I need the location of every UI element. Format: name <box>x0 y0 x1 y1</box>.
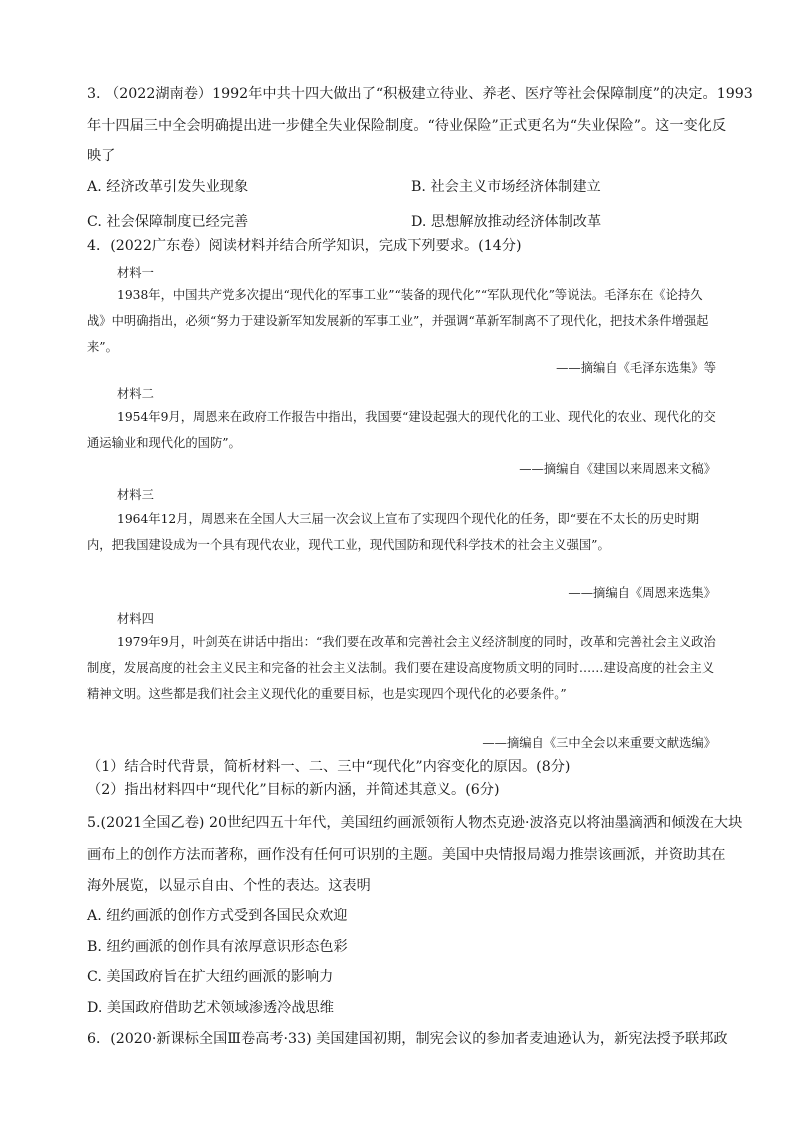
q4-stem: 4．(2022广东卷）阅读材料并结合所学知识，完成下列要求。(14分) <box>87 238 522 254</box>
q4-subquestion-2: （2）指出材料四中“现代化”目标的新内涵，并简述其意义。(6分) <box>87 782 500 798</box>
q3-line-3: 映了 <box>87 148 116 164</box>
material-3-text: 1964年12月，周恩来在全国人大三届一次会议上宣布了实现四个现代化的任务，即“要在不太长的历史时期内，把我国建设成为一个具有现代农业，现代工业，现代国防和现代科学技术的社会主义强国”。 <box>87 512 699 552</box>
material-2-text: 1954年9月，周恩来在政府工作报告中指出，我国要“建设起强大的现代化的工业、现代化的农业、现代化的交通运输业和现代化的国防”。 <box>87 410 716 450</box>
material-1-title: 材料一 <box>117 266 154 280</box>
q6-line-1: 6．(2020·新课标全国Ⅲ卷高考·33) 美国建国初期，制宪会议的参加者麦迪逊认为，新宪法授予联邦政 <box>87 1031 728 1047</box>
q5-line-3: 海外展览，以显示自由、个性的表达。这表明 <box>87 878 371 894</box>
material-4-text: 1979年9月，叶剑英在讲话中指出：“我们要在改革和完善社会主义经济制度的同时，改革和完善社会主义政治制度，发展高度的社会主义民主和完备的社会主义法制。我们要在建设高度物质文明的同时……建设高度的社会主义精神文明。这些都是我们社会主义现代化的重要目标，也是实现四个现代化的必要条件。” <box>87 635 716 701</box>
material-3-title: 材料三 <box>117 488 154 502</box>
q3-option-a: A. 经济改革引发失业现象 <box>87 179 249 195</box>
material-1-source: ——摘编自《毛泽东选集》等 <box>556 361 716 375</box>
material-4-source: ——摘编自《三中全会以来重要文献选编》 <box>482 736 716 750</box>
q5-line-2: 画布上的创作方法而著称，画作没有任何可识别的主题。美国中央情报局竭力推崇该画派，并资助其在 <box>87 847 726 863</box>
q5-option-d: D. 美国政府借助艺术领域渗透冷战思维 <box>87 1000 334 1016</box>
q3-option-c: C. 社会保障制度已经完善 <box>87 214 249 230</box>
material-2-title: 材料二 <box>117 387 154 401</box>
q5-option-a: A. 纽约画派的创作方式受到各国民众欢迎 <box>87 908 348 924</box>
q3-line-2: 年十四届三中全会明确提出进一步健全失业保险制度。“待业保险”正式更名为“失业保险”。这一变化反 <box>87 118 727 134</box>
material-4-title: 材料四 <box>117 612 154 626</box>
material-3-source: ——摘编自《周恩来选集》 <box>568 586 716 600</box>
q5-line-1: 5.(2021全国乙卷) 20世纪四五十年代，美国纽约画派领衔人物杰克逊·波洛克以将油墨滴洒和倾泼在大块 <box>87 815 743 831</box>
q3-option-d: D. 思想解放推动经济体制改革 <box>411 214 602 230</box>
q5-option-c: C. 美国政府旨在扩大纽约画派的影响力 <box>87 969 334 985</box>
material-1-text: 1938年，中国共产党多次提出“现代化的军事工业”“装备的现代化”“军队现代化”等说法。毛泽东在《论持久战》中明确指出，必须“努力于建设新军知发展新的军事工业”，并强调“革新军制离不了现代化，把技术条件增强起来”。 <box>87 288 709 354</box>
material-2-source: ——摘编自《建国以来周恩来文稿》 <box>519 462 716 476</box>
q3-line-1: 3. （2022湖南卷）1992年中共十四大做出了“积极建立待业、养老、医疗等社会保障制度”的决定。1993 <box>87 86 753 102</box>
q5-option-b: B. 纽约画派的创作具有浓厚意识形态色彩 <box>87 939 348 955</box>
q3-option-b: B. 社会主义市场经济体制建立 <box>411 179 601 195</box>
q4-subquestion-1: （1）结合时代背景，简析材料一、二、三中“现代化”内容变化的原因。(8分) <box>87 759 571 775</box>
